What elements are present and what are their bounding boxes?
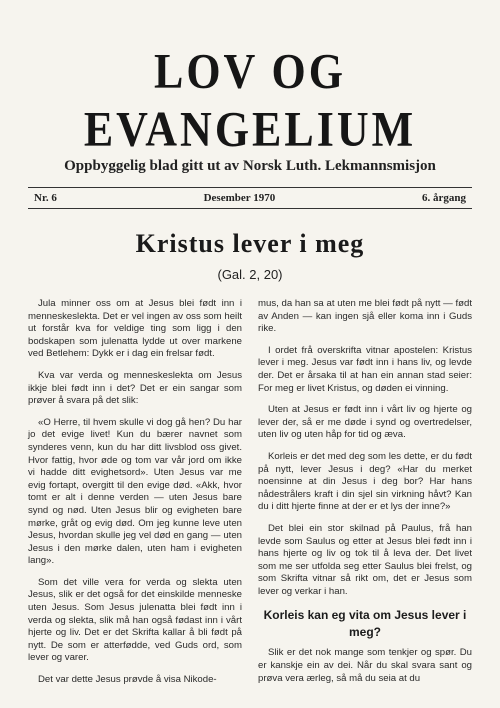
paragraph: Slik er det nok mange som tenkjer og spør. Du er kanskje ein av dei. Når du skal svara sant og prøva vera ærleg, så må du seia at du (258, 647, 472, 684)
masthead-subtitle: Oppbyggelig blad gitt ut av Norsk Luth. Lekmannsmisjon (64, 158, 436, 174)
paragraph: Jula minner oss om at Jesus blei født inn i menneskeslekta. Det er vel ingen av oss som heilt ut forstår kva for veldige ting som ligg i den bodskapen som julenatta lydde ut over markene ved Betlehem: Dykk er i dag ein frelsar født. (28, 298, 242, 360)
issue-volume: 6. årgang (421, 192, 466, 204)
paragraph: Korleis er det med deg som les dette, er du født på nytt, lever Jesus i deg? «Har du merket noensinne at din Jesus i deg bor? Har hans nådestrålers kraft i din sjel sin virkning håvt? Kan du i ditt hjerte finne at der er et lys der inne?» (258, 450, 472, 513)
paragraph: Det var dette Jesus prøvde å visa Nikode- (38, 674, 217, 686)
paragraph: Uten at Jesus er født inn i vårt liv og hjerte og lever der, så er me døde i synd og overtredelser, uten liv og uten håp for tid og æva. (258, 404, 472, 441)
issue-date: Desember 1970 (203, 192, 276, 204)
masthead-title: LOV OG EVANGELIUM (83, 43, 417, 157)
article-title: Kristus lever i meg (135, 229, 365, 258)
paragraph: Det blei ein stor skilnad på Paulus, frå han levde som Saulus og etter at Jesus blei født inn i hans hjerte og liv og tok til å leva der. Det livet som me ser utfolda seg etter Saulus blei frelst, og som Skrifta vitnar så rikt om, det er Jesus som lever og verkar i han. (258, 522, 472, 597)
paragraph: I ordet frå overskrifta vitnar apostelen: Kristus lever i meg. Jesus var født inn i hans liv, og levde der. Det er årsaka til at han ein annan stad seier: For meg er livet Kristus, og døden ei vinning. (258, 344, 472, 394)
paragraph: mus, da han sa at uten me blei født på nytt — født av Anden — kan ingen sjå eller koma inn i Guds rike. (258, 298, 472, 335)
left-column (28, 298, 242, 696)
right-column (258, 298, 472, 696)
article-body (28, 298, 472, 696)
article-reference: (Gal. 2, 20) (217, 267, 283, 282)
issue-number: Nr. 6 (34, 192, 57, 204)
paragraph: Som det ville vera for verda og slekta uten Jesus, slik er det også for det einskilde menneske uten Jesus. Som Jesus julenatta blei født inn i verda og slekta, slik må han også fødast inn i vårt hjerte og liv. Det er det Skrifta kallar å bli født på nytt. De som er atterfødde, ved Guds ord, som lever og varer. (28, 576, 242, 664)
paragraph: «O Herre, til hvem skulle vi dog gå hen? Du har jo det evige livet! Kun du bærer navnet som synderes venn, kun du har ditt livsblod oss givet. Hvor fattig, hvor øde og tom var vår jord om ikke vi hadde ditt evighetsord». Uten Jesus var me evig fortapt, overgitt til den evige død. «Akk, hvor tomt er alt i denne verden — uten Jesus bare synd og nød. Uten Jesus blir og evigheten bare mørke, gråt og evig død. Om jeg kunne leve uten Jesus, hvordan skulle jeg vel død en gang — uten Jesus i den mørke dalen, uten ham i evigheten lang». (28, 416, 242, 567)
issue-info-bar (28, 187, 472, 209)
paragraph: Kva var verda og menneskeslekta om Jesus ikkje blei født inn i det? Det er ein sangar som prøver å svara på det slik: (28, 369, 242, 407)
section-subheading: Korleis kan eg vita om Jesus lever i meg? (263, 608, 467, 640)
